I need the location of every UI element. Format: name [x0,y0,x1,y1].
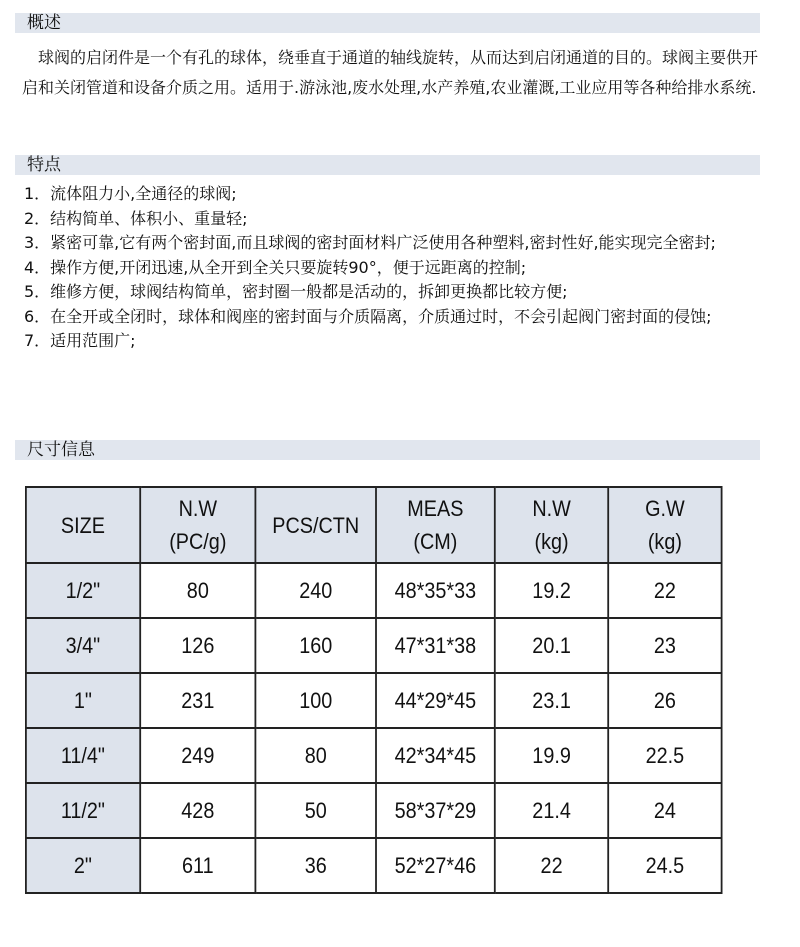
feature-item: 3．紧密可靠,它有两个密封面,而且球阀的密封面材料广泛使用各种塑料,密封性好,能实现完全密封; [24,233,716,252]
feature-item: 1．流体阻力小,全通径的球阀; [24,184,237,203]
feature-item: 2．结构简单、体积小、重量轻; [24,208,248,228]
section-header-overview: 概述 [15,13,760,33]
table-cell: 2" [26,838,140,893]
table-cell: 44*29*45 [376,673,495,728]
table-cell: 47*31*38 [376,618,495,673]
column-header-line: N.W [178,496,218,521]
table-cell: 160 [256,618,376,673]
table-cell: 1/2" [26,563,140,618]
table-cell: 19.2 [495,563,608,618]
table-cell: 3/4" [26,618,140,673]
feature-item: 5．维修方便，球阀结构简单，密封圈一般都是活动的，拆卸更换都比较方便; [24,282,568,301]
overview-text: 球阀的启闭件是一个有孔的球体，绕垂直于通道的轴线旋转，从而达到启闭通道的目的。球阀主要供开启和关闭管道和设备介质之用。适用于.游泳池,废水处理,水产养殖,农业灌溉,工业应用等各种给排水系统. [22,48,759,97]
section-header-dimensions: 尺寸信息 [15,440,760,460]
table-cell: 240 [256,563,376,618]
column-header-line: PCS/CTN [272,512,360,538]
column-header-line: G.W [645,496,685,521]
column-header-line: SIZE [60,512,105,538]
table-cell: 22.5 [608,728,721,783]
column-header-line: (kg) [647,529,682,554]
table-cell: 20.1 [495,618,608,673]
table-cell: 23 [608,618,721,673]
column-header [256,487,376,563]
table-cell: 19.9 [495,728,608,783]
table-cell: 249 [140,728,256,783]
column-header [608,487,721,563]
table-cell: 24 [608,783,721,838]
column-header-line: (kg) [534,529,569,554]
features-list [24,182,764,354]
table-row [26,728,722,783]
column-header-line: N.W [532,496,571,521]
column-header [376,487,495,563]
table-cell: 52*27*46 [376,838,495,893]
table-cell: 48*35*33 [376,563,495,618]
table-cell: 80 [256,728,376,783]
table-cell: 36 [256,838,376,893]
column-header [26,487,140,563]
table-row [26,618,722,673]
table-cell: 80 [140,563,256,618]
table-cell: 611 [140,838,256,893]
table-cell: 22 [495,838,608,893]
column-header-line: (PC/g) [169,529,227,554]
table-cell: 42*34*45 [376,728,495,783]
table-row [26,838,722,893]
table-cell: 22 [608,563,721,618]
column-header-line: (CM) [413,529,458,554]
table-cell: 24.5 [608,838,721,893]
table-cell: 1" [26,673,140,728]
table-cell: 11/2" [26,783,140,838]
feature-item: 4．操作方便,开闭迅速,从全开到全关只要旋转90°，便于远距离的控制; [24,257,527,277]
feature-item: 7．适用范围广; [24,331,136,350]
table-cell: 11/4" [26,728,140,783]
feature-item: 6．在全开或全闭时，球体和阀座的密封面与介质隔离，介质通过时，不会引起阀门密封面的侵蚀; [24,306,712,326]
table-cell: 21.4 [495,783,608,838]
column-header-line: MEAS [407,496,464,521]
column-header [495,487,608,563]
section-header-features: 特点 [15,155,760,175]
table-cell: 428 [140,783,256,838]
table-cell: 58*37*29 [376,783,495,838]
table-cell: 50 [256,783,376,838]
table-cell: 23.1 [495,673,608,728]
table-cell: 100 [256,673,376,728]
table-cell: 126 [140,618,256,673]
table-cell: 26 [608,673,721,728]
table-cell: 231 [140,673,256,728]
table-row [26,563,722,618]
table-row [26,783,722,838]
table-row [26,673,722,728]
dimension-table [25,486,723,894]
column-header [140,487,256,563]
